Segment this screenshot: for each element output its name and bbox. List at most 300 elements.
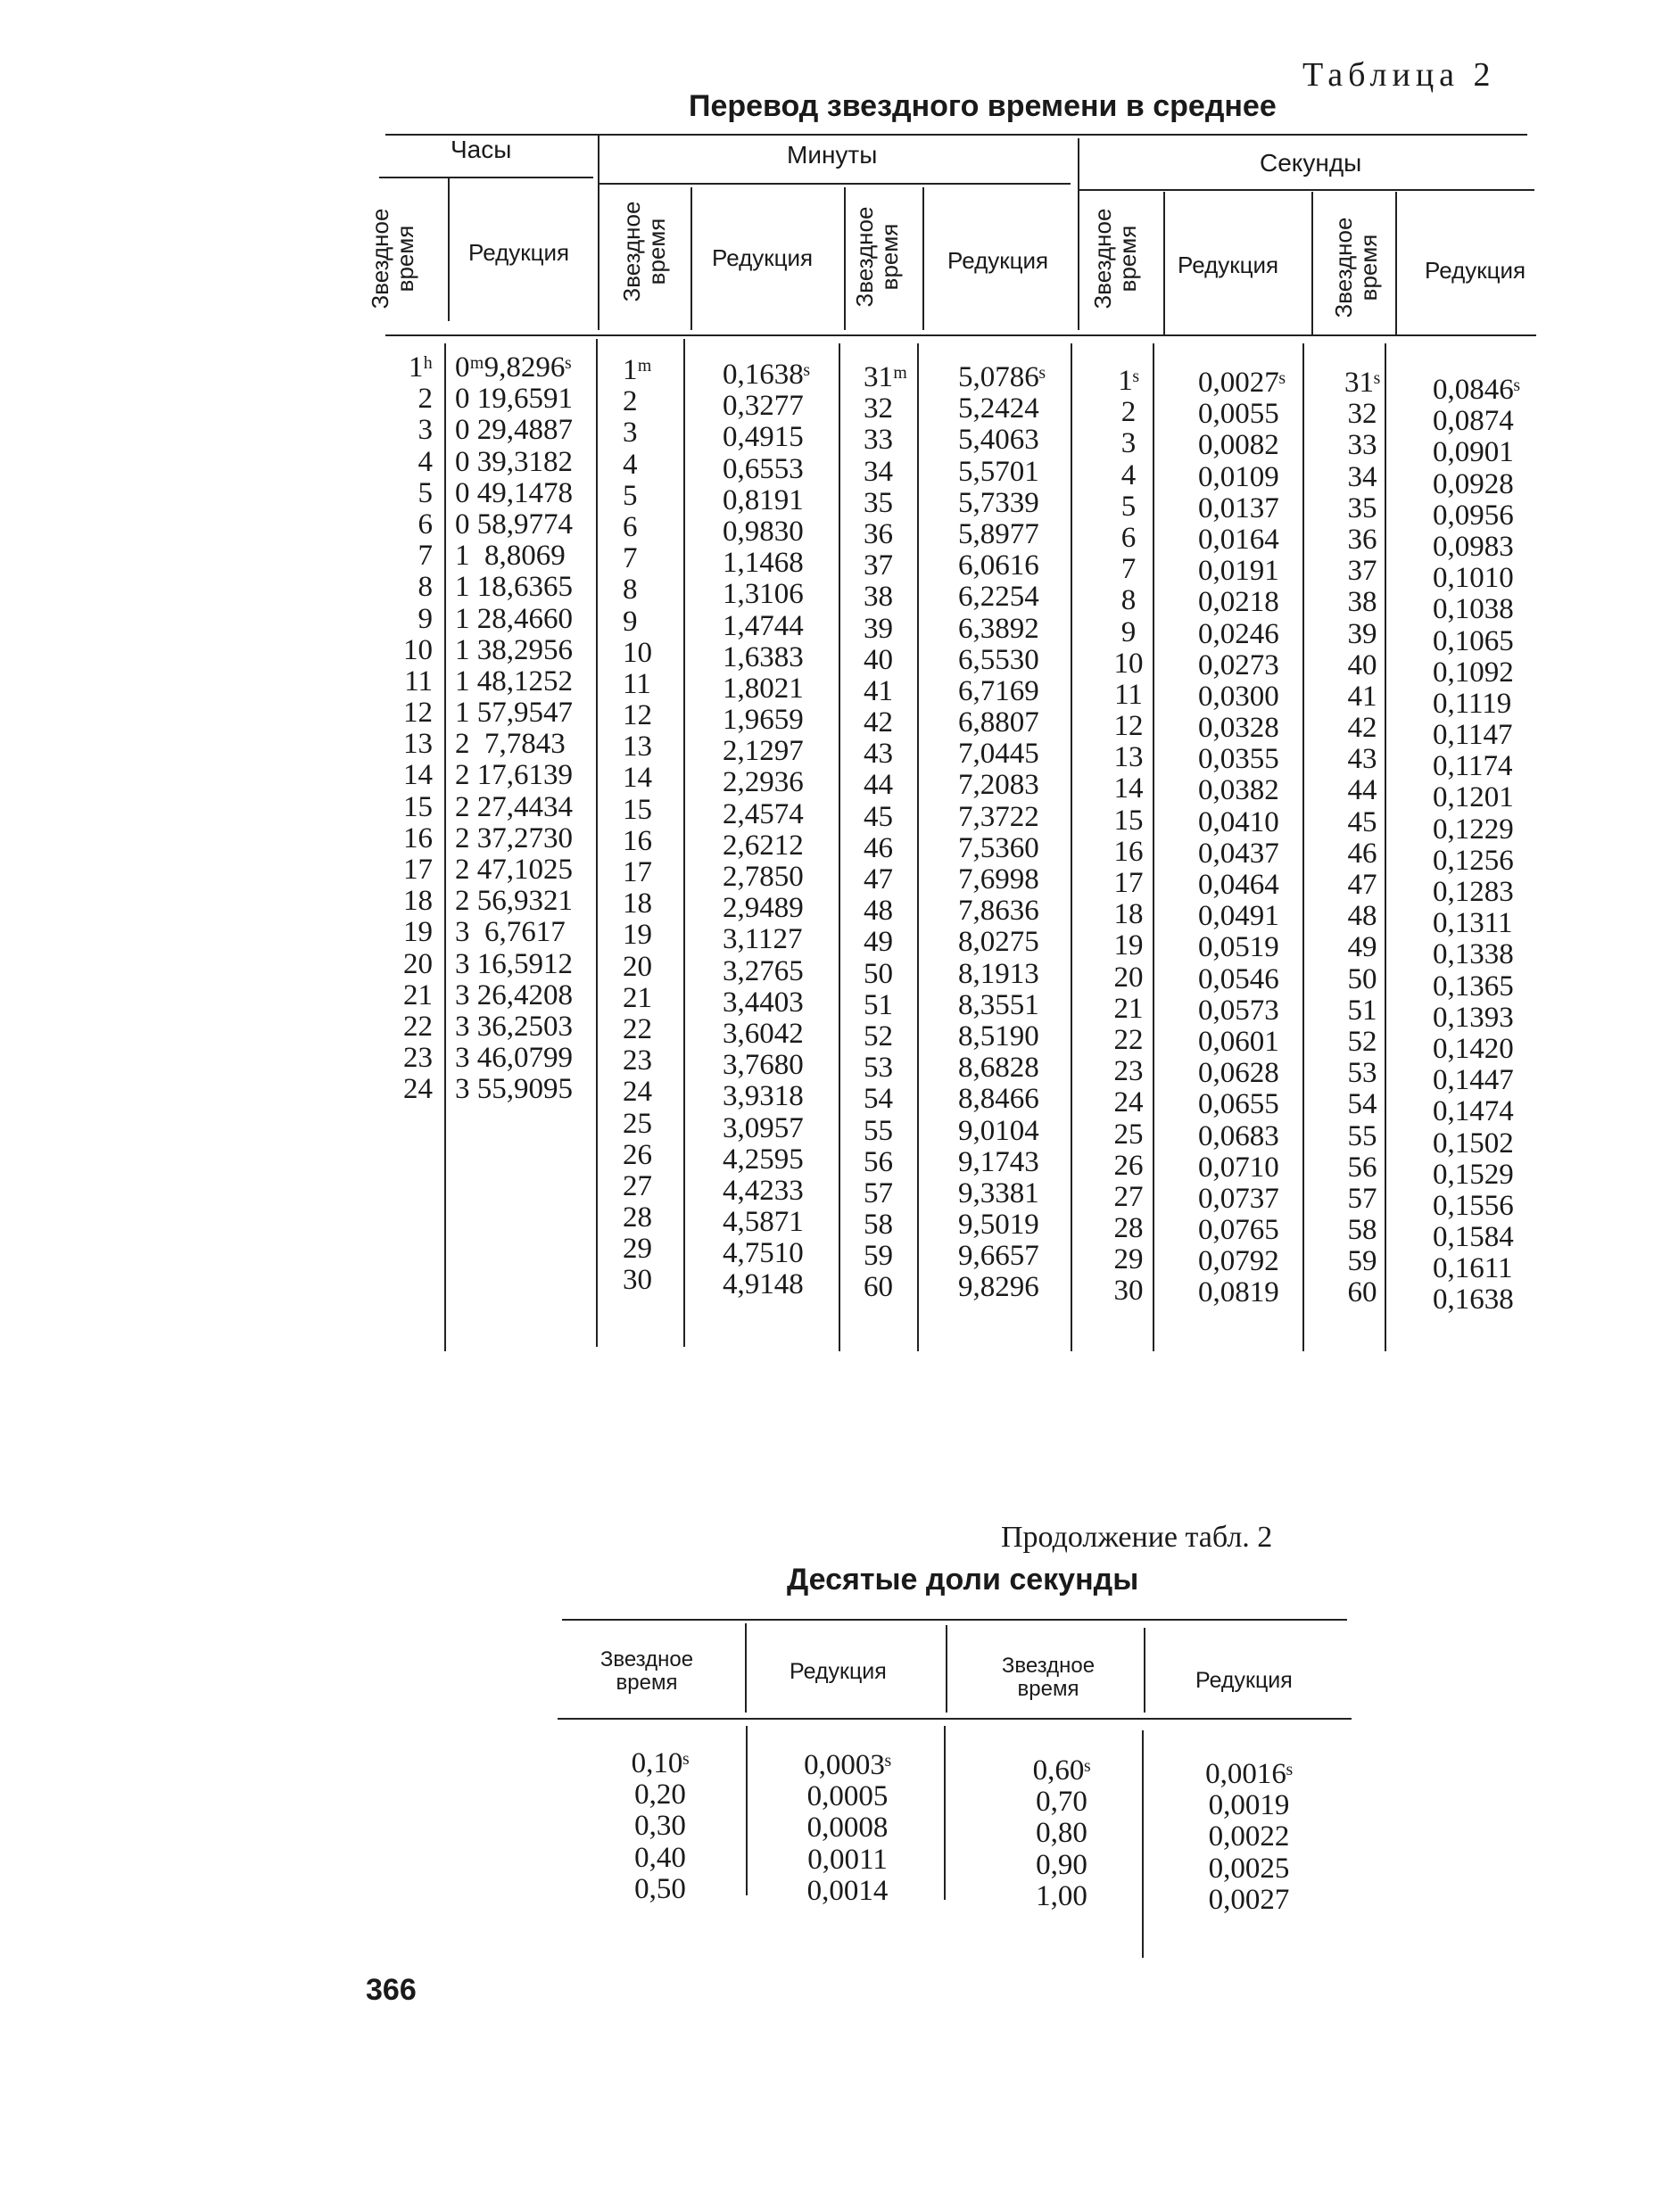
table-cell: 0,0355 bbox=[1198, 743, 1279, 776]
table-cell: 0,9830 bbox=[723, 515, 804, 548]
table-cell: 5 bbox=[418, 476, 433, 509]
table-cell: 17 bbox=[623, 856, 652, 888]
table-cell: 28 bbox=[623, 1201, 652, 1234]
table-cell: 0,0005 bbox=[806, 1780, 889, 1813]
table-cell: 0,1201 bbox=[1433, 781, 1514, 814]
table-cell: 2 bbox=[418, 383, 433, 416]
table-cell: 7,3722 bbox=[958, 800, 1039, 833]
table-cell: 3 46,0799 bbox=[455, 1042, 573, 1075]
table-cell: 0,0519 bbox=[1198, 931, 1279, 964]
table-cell: 11 bbox=[404, 664, 433, 697]
table-cell: 0,1529 bbox=[1433, 1158, 1514, 1191]
table-cell: 0,1365 bbox=[1433, 970, 1514, 1003]
table2-header-reduction-1: Редукция bbox=[790, 1659, 887, 1684]
table-cell: 3 55,9095 bbox=[455, 1073, 573, 1106]
table-cell: 48 bbox=[864, 895, 893, 928]
table-cell: 6,3892 bbox=[958, 612, 1039, 645]
table-cell: 0,4915 bbox=[723, 421, 804, 454]
table-cell: 0 19,6591 bbox=[455, 383, 573, 416]
table-cell: 9,5019 bbox=[958, 1209, 1039, 1242]
col-rule bbox=[917, 343, 919, 1351]
table-cell: 6 bbox=[418, 508, 433, 541]
table-cell: 0,0019 bbox=[1208, 1789, 1290, 1822]
table-cell: 0,0683 bbox=[1198, 1119, 1279, 1152]
table-cell: 0,0008 bbox=[806, 1812, 889, 1845]
table-cell: 0,1256 bbox=[1433, 844, 1514, 877]
table-cell: 21 bbox=[623, 981, 652, 1014]
continuation-label: Продолжение табл. 2 bbox=[1001, 1521, 1273, 1554]
group-seconds: Секунды bbox=[1260, 149, 1362, 177]
table-cell: 16 bbox=[1113, 835, 1144, 868]
table-cell: 6,7169 bbox=[958, 674, 1039, 707]
table-cell: 8 bbox=[418, 571, 433, 604]
table-cell: 0,0573 bbox=[1198, 994, 1279, 1027]
table-cell: 1 28,4660 bbox=[455, 602, 573, 635]
table-cell: 17 bbox=[403, 854, 433, 886]
table-cell: 9 bbox=[418, 602, 433, 635]
table-cell: 29 bbox=[623, 1233, 652, 1266]
table-cell: 24 bbox=[623, 1076, 652, 1109]
table-cell: 55 bbox=[1347, 1119, 1377, 1152]
table-cell: 0,1420 bbox=[1433, 1032, 1514, 1065]
table-cell: 3,1127 bbox=[723, 923, 803, 956]
header-sidereal-min2: Звездное время bbox=[851, 206, 903, 308]
table-cell: 0,0410 bbox=[1198, 805, 1279, 838]
table-cell: 52 bbox=[1347, 1025, 1377, 1058]
table-cell: 34 bbox=[1347, 460, 1377, 493]
table-cell: 56 bbox=[1347, 1151, 1377, 1184]
table-cell: 1 57,9547 bbox=[455, 697, 573, 730]
table-cell: 1 38,2956 bbox=[455, 633, 573, 666]
table-cell: 5 bbox=[1120, 490, 1137, 523]
table-cell: 52 bbox=[864, 1019, 893, 1052]
table-cell: 1,00 bbox=[1036, 1879, 1087, 1912]
table-cell: 8 bbox=[623, 574, 638, 607]
table-cell: 0,0022 bbox=[1208, 1820, 1290, 1853]
table-cell: 45 bbox=[1347, 805, 1377, 838]
table-cell: 0,0846ˢ bbox=[1433, 374, 1520, 406]
table-cell: 9,6657 bbox=[958, 1240, 1039, 1273]
table-cell: 0,0137 bbox=[1198, 491, 1279, 524]
table-cell: 2,9489 bbox=[723, 892, 804, 925]
table-cell: 0,1638ˢ bbox=[723, 359, 810, 391]
min2-arg-column bbox=[864, 362, 917, 1304]
table-cell: 0,1638 bbox=[1433, 1283, 1514, 1316]
table2-header-rule bbox=[558, 1718, 1352, 1720]
table-cell: 26 bbox=[1113, 1149, 1144, 1182]
header-sidereal-sec2: Звездное время bbox=[1330, 217, 1382, 318]
table-cell: 2,2936 bbox=[723, 766, 804, 799]
table-number: Таблица 2 bbox=[1302, 56, 1496, 94]
table-cell: 19 bbox=[1113, 929, 1144, 962]
table-cell: 0,1229 bbox=[1433, 813, 1514, 846]
table-cell: 1 18,6365 bbox=[455, 571, 573, 604]
table-cell: 6 bbox=[1120, 521, 1137, 554]
table-cell: 32 bbox=[864, 392, 893, 425]
table-cell: 0,30 bbox=[634, 1810, 686, 1843]
table-cell: 11 bbox=[623, 667, 651, 700]
table-cell: 0,50 bbox=[634, 1872, 686, 1905]
sec1-arg-column bbox=[1097, 366, 1160, 1308]
table-cell: 0,80 bbox=[1036, 1817, 1087, 1850]
table-cell: 13 bbox=[403, 728, 433, 761]
table-cell: 50 bbox=[1347, 962, 1377, 995]
table-cell: 1,3106 bbox=[723, 578, 804, 611]
table-cell: 19 bbox=[403, 916, 433, 949]
table-cell: 20 bbox=[1113, 961, 1144, 994]
table-cell: 0,0082 bbox=[1198, 429, 1279, 462]
table-cell: 0,0246 bbox=[1198, 617, 1279, 650]
table-cell: 54 bbox=[864, 1083, 893, 1116]
table-cell: 35 bbox=[1347, 491, 1377, 524]
table-cell: 0,1502 bbox=[1433, 1127, 1514, 1160]
table-cell: 2 27,4434 bbox=[455, 790, 573, 823]
table-cell: 6,0616 bbox=[958, 549, 1039, 582]
table-cell: 23 bbox=[403, 1042, 433, 1075]
col-rule bbox=[844, 187, 846, 330]
table-cell: 0,0011 bbox=[807, 1843, 888, 1876]
table-cell: 0,0765 bbox=[1198, 1214, 1279, 1247]
table-cell: 2,1297 bbox=[723, 735, 804, 768]
table-cell: 3 bbox=[623, 417, 638, 450]
table-cell: 7,5360 bbox=[958, 831, 1039, 864]
table-cell: 0,40 bbox=[634, 1841, 686, 1874]
table-cell: 12 bbox=[403, 697, 433, 730]
table-cell: 0,0437 bbox=[1198, 837, 1279, 870]
table-cell: 8,1913 bbox=[958, 957, 1039, 990]
table-cell: 0,70 bbox=[1036, 1786, 1087, 1819]
table-cell: 1 48,1252 bbox=[455, 664, 573, 697]
table-cell: 3 bbox=[418, 414, 433, 447]
table-cell: 13 bbox=[1113, 741, 1144, 774]
table-cell: 39 bbox=[1347, 617, 1377, 650]
table-cell: 8,6828 bbox=[958, 1052, 1039, 1085]
table-cell: 0,1119 bbox=[1433, 687, 1512, 720]
table-cell: 0,0027 bbox=[1208, 1883, 1290, 1916]
table-cell: 58 bbox=[864, 1209, 893, 1242]
table-cell: 40 bbox=[864, 643, 893, 676]
table-cell: 59 bbox=[864, 1240, 893, 1273]
table-cell: 4 bbox=[623, 448, 638, 481]
table-cell: 0,8191 bbox=[723, 483, 804, 516]
table-cell: 51 bbox=[864, 988, 893, 1021]
table-cell: 0 49,1478 bbox=[455, 476, 573, 509]
table-cell: 0,0382 bbox=[1198, 774, 1279, 807]
table-cell: 4,5871 bbox=[723, 1206, 804, 1239]
table-title: Перевод звездного времени в среднее bbox=[689, 89, 1277, 123]
table-cell: 0,0027ˢ bbox=[1198, 367, 1286, 399]
table-cell: 18 bbox=[403, 885, 433, 918]
table-cell: 29 bbox=[1113, 1243, 1144, 1276]
table-cell: 25 bbox=[1113, 1118, 1144, 1151]
table-cell: 0,0928 bbox=[1433, 467, 1514, 500]
table-cell: 0,0191 bbox=[1198, 555, 1279, 588]
table-cell: 2,7850 bbox=[723, 861, 804, 893]
table-cell: 0,0874 bbox=[1433, 405, 1514, 438]
table-cell: 22 bbox=[403, 1010, 433, 1043]
header-sidereal-sec1: Звездное время bbox=[1089, 208, 1141, 310]
table-cell: 7,2083 bbox=[958, 769, 1039, 802]
table-cell: 0,0601 bbox=[1198, 1025, 1279, 1058]
table-cell: 51 bbox=[1347, 994, 1377, 1027]
col-rule bbox=[1078, 138, 1079, 330]
hours-group-rule bbox=[379, 177, 593, 178]
table-cell: 1ᵐ bbox=[623, 354, 652, 386]
table-cell: 23 bbox=[1113, 1055, 1144, 1088]
table-cell: 11 bbox=[1114, 678, 1143, 711]
table-cell: 49 bbox=[1347, 931, 1377, 964]
table-cell: 24 bbox=[403, 1073, 433, 1106]
table-cell: 0,0491 bbox=[1198, 900, 1279, 933]
table-cell: 28 bbox=[1113, 1212, 1144, 1245]
table-cell: 1 8,8069 bbox=[455, 540, 566, 573]
table-cell: 9,8296 bbox=[958, 1271, 1039, 1304]
table-cell: 12 bbox=[623, 699, 652, 732]
table2-col-rule bbox=[746, 1726, 748, 1895]
table-cell: 2 bbox=[1120, 396, 1137, 429]
table-cell: 23 bbox=[623, 1044, 652, 1077]
table-cell: 59 bbox=[1347, 1245, 1377, 1278]
table-cell: 1,8021 bbox=[723, 672, 804, 705]
table-cell: 1ʰ bbox=[408, 351, 433, 384]
table-cell: 0,0655 bbox=[1198, 1088, 1279, 1121]
table-cell: 6,2254 bbox=[958, 581, 1039, 614]
table-cell: 0,1283 bbox=[1433, 876, 1514, 908]
table2-col-rule bbox=[1142, 1730, 1144, 1958]
tenths-red2-column bbox=[1187, 1759, 1311, 1916]
table-cell: 1,9659 bbox=[723, 704, 804, 737]
table-cell: 3,4403 bbox=[723, 986, 804, 1019]
table-cell: 0,1311 bbox=[1433, 907, 1513, 940]
table-cell: 41 bbox=[864, 674, 893, 707]
table-cell: 45 bbox=[864, 800, 893, 833]
table-cell: 7,6998 bbox=[958, 863, 1039, 896]
table-cell: 37 bbox=[1347, 555, 1377, 588]
col-rule bbox=[444, 343, 446, 1351]
group-hours: Часы bbox=[451, 136, 512, 163]
table-cell: 0 29,4887 bbox=[455, 414, 573, 447]
table-cell: 0,0014 bbox=[806, 1874, 889, 1907]
table-cell: 31ᵐ bbox=[864, 361, 908, 393]
table-cell: 9 bbox=[1120, 615, 1137, 648]
table-cell: 0,20 bbox=[634, 1779, 686, 1812]
tenths-red1-column bbox=[785, 1750, 910, 1907]
table-cell: 0,6553 bbox=[723, 452, 804, 485]
table-cell: 4,4233 bbox=[723, 1174, 804, 1207]
table-cell: 0,1147 bbox=[1433, 719, 1513, 752]
table-cell: 36 bbox=[1347, 523, 1377, 556]
table-cell: 1,6383 bbox=[723, 640, 804, 673]
header-reduction-sec2: Редукция bbox=[1425, 257, 1526, 284]
table-cell: 4 bbox=[1120, 458, 1137, 491]
table-cell: 3 bbox=[1120, 427, 1137, 460]
table-cell: 31ˢ bbox=[1344, 367, 1380, 399]
table-cell: 3,7680 bbox=[723, 1049, 804, 1082]
table-cell: 22 bbox=[623, 1012, 652, 1045]
table-cell: 27 bbox=[623, 1169, 652, 1202]
table-cell: 0,1092 bbox=[1433, 656, 1514, 689]
table-cell: 30 bbox=[1113, 1275, 1144, 1308]
table-cell: 3 16,5912 bbox=[455, 947, 573, 980]
table-cell: 39 bbox=[864, 612, 893, 645]
table-cell: 10 bbox=[623, 636, 652, 669]
table-cell: 0,0328 bbox=[1198, 712, 1279, 745]
table-cell: 16 bbox=[623, 824, 652, 857]
table-cell: 18 bbox=[1113, 898, 1144, 931]
table-cell: 1,1468 bbox=[723, 547, 804, 580]
table-cell: 46 bbox=[1347, 837, 1377, 870]
col-rule bbox=[1311, 192, 1313, 334]
header-reduction-min2: Редукция bbox=[947, 247, 1049, 274]
header-reduction-hours: Редукция bbox=[468, 239, 570, 266]
table-cell: 41 bbox=[1347, 680, 1377, 713]
table-cell: 49 bbox=[864, 926, 893, 959]
col-rule bbox=[448, 178, 450, 321]
table-cell: 3,0957 bbox=[723, 1111, 804, 1144]
table2-col-rule bbox=[1144, 1628, 1145, 1713]
table-cell: 5,8977 bbox=[958, 517, 1039, 550]
table-cell: 58 bbox=[1347, 1214, 1377, 1247]
table-cell: 44 bbox=[864, 769, 893, 802]
table-cell: 37 bbox=[864, 549, 893, 582]
table-cell: 0,0628 bbox=[1198, 1057, 1279, 1090]
table-cell: 5,2424 bbox=[958, 392, 1039, 425]
tenths-arg2-column bbox=[1008, 1755, 1115, 1912]
table2-col-rule bbox=[745, 1623, 747, 1713]
table-cell: 0,60ˢ bbox=[1032, 1754, 1091, 1787]
table-cell: 2,6212 bbox=[723, 829, 804, 862]
table-cell: 0,0983 bbox=[1433, 530, 1514, 563]
table2-col-rule bbox=[946, 1625, 947, 1713]
table-cell: 20 bbox=[403, 947, 433, 980]
table-cell: 0,0710 bbox=[1198, 1151, 1279, 1184]
table-cell: 0,0300 bbox=[1198, 680, 1279, 713]
table-cell: 9 bbox=[623, 605, 638, 638]
min1-red-column bbox=[723, 359, 839, 1301]
table-cell: 8,0275 bbox=[958, 926, 1039, 959]
table-cell: 10 bbox=[403, 633, 433, 666]
table2-top-rule bbox=[562, 1619, 1347, 1621]
table-cell: 4,7510 bbox=[723, 1237, 804, 1270]
col-rule bbox=[598, 134, 599, 330]
table-cell: 0,1393 bbox=[1433, 1001, 1514, 1034]
table-cell: 10 bbox=[1113, 647, 1144, 680]
table-cell: 47 bbox=[1347, 869, 1377, 901]
table-cell: 7,0445 bbox=[958, 738, 1039, 771]
table-cell: 38 bbox=[1347, 586, 1377, 619]
table-cell: 12 bbox=[1113, 710, 1144, 743]
table-cell: 7 bbox=[418, 540, 433, 573]
table-cell: 0,1611 bbox=[1433, 1252, 1513, 1285]
header-reduction-min1: Редукция bbox=[712, 244, 814, 271]
min2-red-column bbox=[958, 362, 1074, 1304]
header-reduction-sec1: Редукция bbox=[1178, 252, 1279, 278]
table-cell: 0,1038 bbox=[1433, 593, 1514, 626]
sec2-red-column bbox=[1433, 375, 1540, 1316]
table-cell: 0,0464 bbox=[1198, 869, 1279, 901]
col-rule bbox=[839, 343, 840, 1351]
table-cell: 0,90 bbox=[1036, 1848, 1087, 1881]
table-cell: 21 bbox=[403, 978, 433, 1011]
table-cell: 33 bbox=[1347, 429, 1377, 462]
table-cell: 0,0956 bbox=[1433, 499, 1514, 532]
table-cell: 7 bbox=[623, 542, 638, 575]
table-cell: 3 26,4208 bbox=[455, 978, 573, 1011]
table-cell: 0,0737 bbox=[1198, 1182, 1279, 1215]
table-cell: 6,8807 bbox=[958, 706, 1039, 739]
table-cell: 6,5530 bbox=[958, 643, 1039, 676]
col-rule bbox=[690, 187, 692, 330]
table-cell: 3,9318 bbox=[723, 1080, 804, 1113]
table-cell: 5,5701 bbox=[958, 455, 1039, 488]
table-cell: 2 17,6139 bbox=[455, 759, 573, 792]
table-cell: 13 bbox=[623, 730, 652, 763]
table-cell: 0,0055 bbox=[1198, 398, 1279, 431]
header-sidereal-hours: Звездное время bbox=[367, 208, 418, 310]
table-cell: 15 bbox=[623, 793, 652, 826]
table-cell: 33 bbox=[864, 424, 893, 457]
table-cell: 3,6042 bbox=[723, 1017, 804, 1050]
table-cell: 24 bbox=[1113, 1086, 1144, 1119]
sec2-arg-column bbox=[1331, 367, 1393, 1309]
table-cell: 0,0792 bbox=[1198, 1245, 1279, 1278]
table-cell: 57 bbox=[1347, 1182, 1377, 1215]
table2-header-sidereal-2: Звездное время bbox=[1001, 1654, 1096, 1701]
table-cell: 54 bbox=[1347, 1088, 1377, 1121]
table-cell: 2 7,7843 bbox=[455, 728, 566, 761]
table-cell: 17 bbox=[1113, 867, 1144, 899]
table-cell: 55 bbox=[864, 1114, 893, 1147]
table-cell: 0,0109 bbox=[1198, 460, 1279, 493]
table-cell: 0,10ˢ bbox=[631, 1747, 690, 1779]
header-sidereal-min1: Звездное время bbox=[618, 201, 670, 302]
table-cell: 0,1010 bbox=[1433, 562, 1514, 595]
table-cell: 8,5190 bbox=[958, 1019, 1039, 1052]
table-cell: 3,2765 bbox=[723, 954, 804, 987]
table-cell: 9,3381 bbox=[958, 1176, 1039, 1209]
table-cell: 4,2595 bbox=[723, 1143, 804, 1176]
table-cell: 0,0546 bbox=[1198, 962, 1279, 995]
table-cell: 42 bbox=[1347, 712, 1377, 745]
table-cell: 3 6,7617 bbox=[455, 916, 566, 949]
table-cell: 25 bbox=[623, 1107, 652, 1140]
minutes-group-rule bbox=[598, 183, 1071, 185]
table-cell: 0,1556 bbox=[1433, 1189, 1514, 1222]
col-rule bbox=[683, 339, 685, 1347]
col-rule bbox=[1395, 192, 1397, 334]
sec1-red-column bbox=[1198, 367, 1305, 1309]
table2-header-reduction-2: Редукция bbox=[1195, 1668, 1293, 1693]
table-cell: 5,0786ˢ bbox=[958, 361, 1046, 393]
table-cell: 7,8636 bbox=[958, 895, 1039, 928]
table-cell: 0,0016ˢ bbox=[1205, 1758, 1293, 1790]
table-cell: 0,1474 bbox=[1433, 1095, 1514, 1128]
table-cell: 15 bbox=[1113, 804, 1144, 837]
table-cell: 0,1065 bbox=[1433, 624, 1514, 657]
table-cell: 0,0273 bbox=[1198, 648, 1279, 681]
table-cell: 6 bbox=[623, 510, 638, 543]
table-cell: 0 58,9774 bbox=[455, 508, 573, 541]
table-cell: 48 bbox=[1347, 900, 1377, 933]
table-cell: 19 bbox=[623, 919, 652, 952]
table-cell: 2 bbox=[623, 385, 638, 418]
table-cell: 5,7339 bbox=[958, 486, 1039, 519]
table-top-rule bbox=[385, 134, 1527, 136]
col-rule bbox=[922, 187, 924, 330]
table-cell: 0,0218 bbox=[1198, 586, 1279, 619]
table-cell: 14 bbox=[403, 759, 433, 792]
table-cell: 0,0003ˢ bbox=[804, 1749, 891, 1781]
